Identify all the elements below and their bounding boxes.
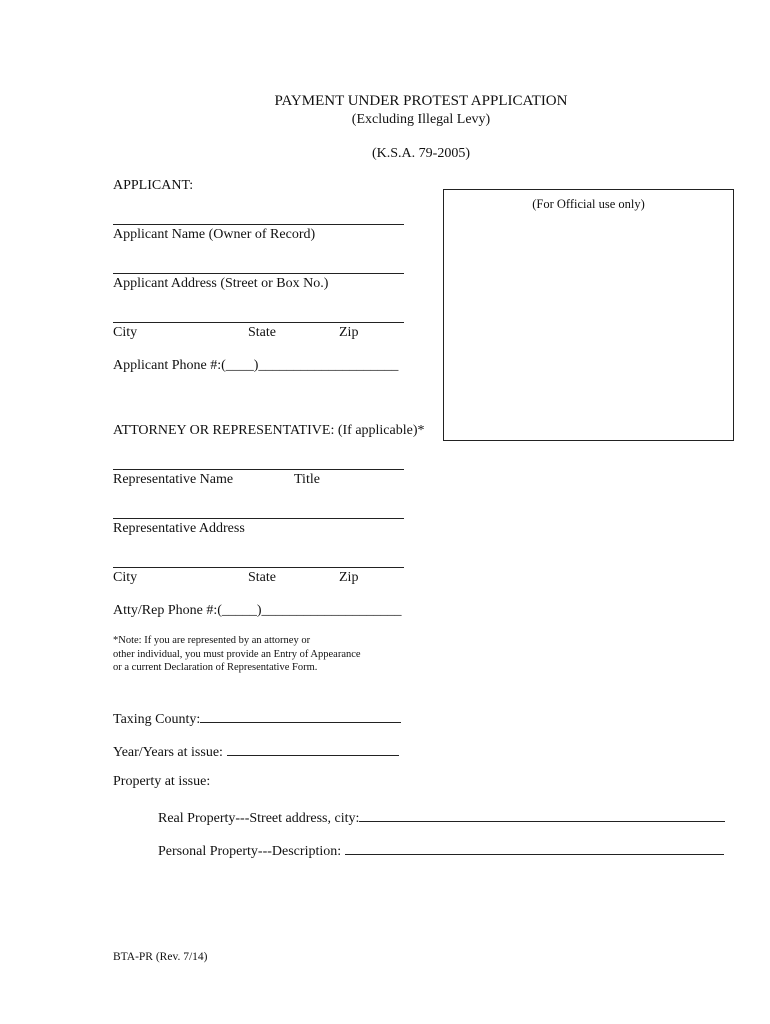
real-property-label: Real Property---Street address, city: bbox=[158, 811, 360, 826]
applicant-state-label: State bbox=[248, 325, 276, 340]
note-line-2: other individual, you must provide an Entry of Appearance bbox=[113, 648, 361, 660]
representative-city-label: City bbox=[113, 570, 138, 585]
personal-property-field[interactable] bbox=[345, 840, 724, 855]
form-subtitle: (Excluding Illegal Levy) bbox=[351, 112, 491, 127]
representative-state-label: State bbox=[248, 570, 276, 585]
applicant-zip-label: Zip bbox=[339, 325, 359, 340]
note-line-3: or a current Declaration of Representative Form. bbox=[113, 662, 318, 673]
statute-reference: (K.S.A. 79-2005) bbox=[372, 146, 470, 161]
property-at-issue-label: Property at issue: bbox=[113, 774, 211, 789]
applicant-city-state-zip-line[interactable] bbox=[113, 322, 404, 323]
official-use-box bbox=[443, 189, 734, 441]
note-line-1: *Note: If you are represented by an attorney or bbox=[113, 635, 311, 646]
years-at-issue-label: Year/Years at issue: bbox=[113, 745, 223, 760]
personal-property-row bbox=[158, 840, 724, 860]
applicant-phone-field[interactable]: Applicant Phone #:(____)____________________ bbox=[113, 358, 399, 373]
representative-phone-field[interactable]: Atty/Rep Phone #:(_____)____________________ bbox=[113, 603, 402, 618]
taxing-county-field[interactable] bbox=[200, 708, 401, 723]
form-revision-id: BTA-PR (Rev. 7/14) bbox=[113, 951, 208, 963]
representative-city-state-zip-line[interactable] bbox=[113, 567, 404, 568]
form-title: PAYMENT UNDER PROTEST APPLICATION bbox=[274, 93, 568, 109]
taxing-county-row bbox=[113, 708, 401, 728]
official-use-label: (For Official use only) bbox=[532, 197, 645, 211]
representative-address-line[interactable] bbox=[113, 518, 404, 519]
applicant-name-label: Applicant Name (Owner of Record) bbox=[113, 227, 316, 242]
representative-title-label: Title bbox=[294, 472, 320, 487]
representative-name-line[interactable] bbox=[113, 469, 404, 470]
personal-property-label: Personal Property---Description: bbox=[158, 844, 342, 859]
applicant-city-label: City bbox=[113, 325, 138, 340]
representation-note bbox=[113, 634, 361, 675]
applicant-name-line[interactable] bbox=[113, 224, 404, 225]
applicant-address-label: Applicant Address (Street or Box No.) bbox=[113, 276, 329, 291]
real-property-row bbox=[158, 807, 725, 827]
years-at-issue-row bbox=[113, 741, 399, 761]
representative-name-label: Representative Name bbox=[113, 472, 234, 487]
years-at-issue-field[interactable] bbox=[227, 741, 399, 756]
taxing-county-label: Taxing County: bbox=[113, 712, 201, 727]
representative-address-label: Representative Address bbox=[113, 521, 245, 536]
applicant-section-label: APPLICANT: bbox=[113, 178, 194, 193]
real-property-field[interactable] bbox=[359, 807, 725, 822]
representative-zip-label: Zip bbox=[339, 570, 359, 585]
applicant-address-line[interactable] bbox=[113, 273, 404, 274]
representative-section-label: ATTORNEY OR REPRESENTATIVE: (If applicable)* bbox=[113, 423, 425, 438]
